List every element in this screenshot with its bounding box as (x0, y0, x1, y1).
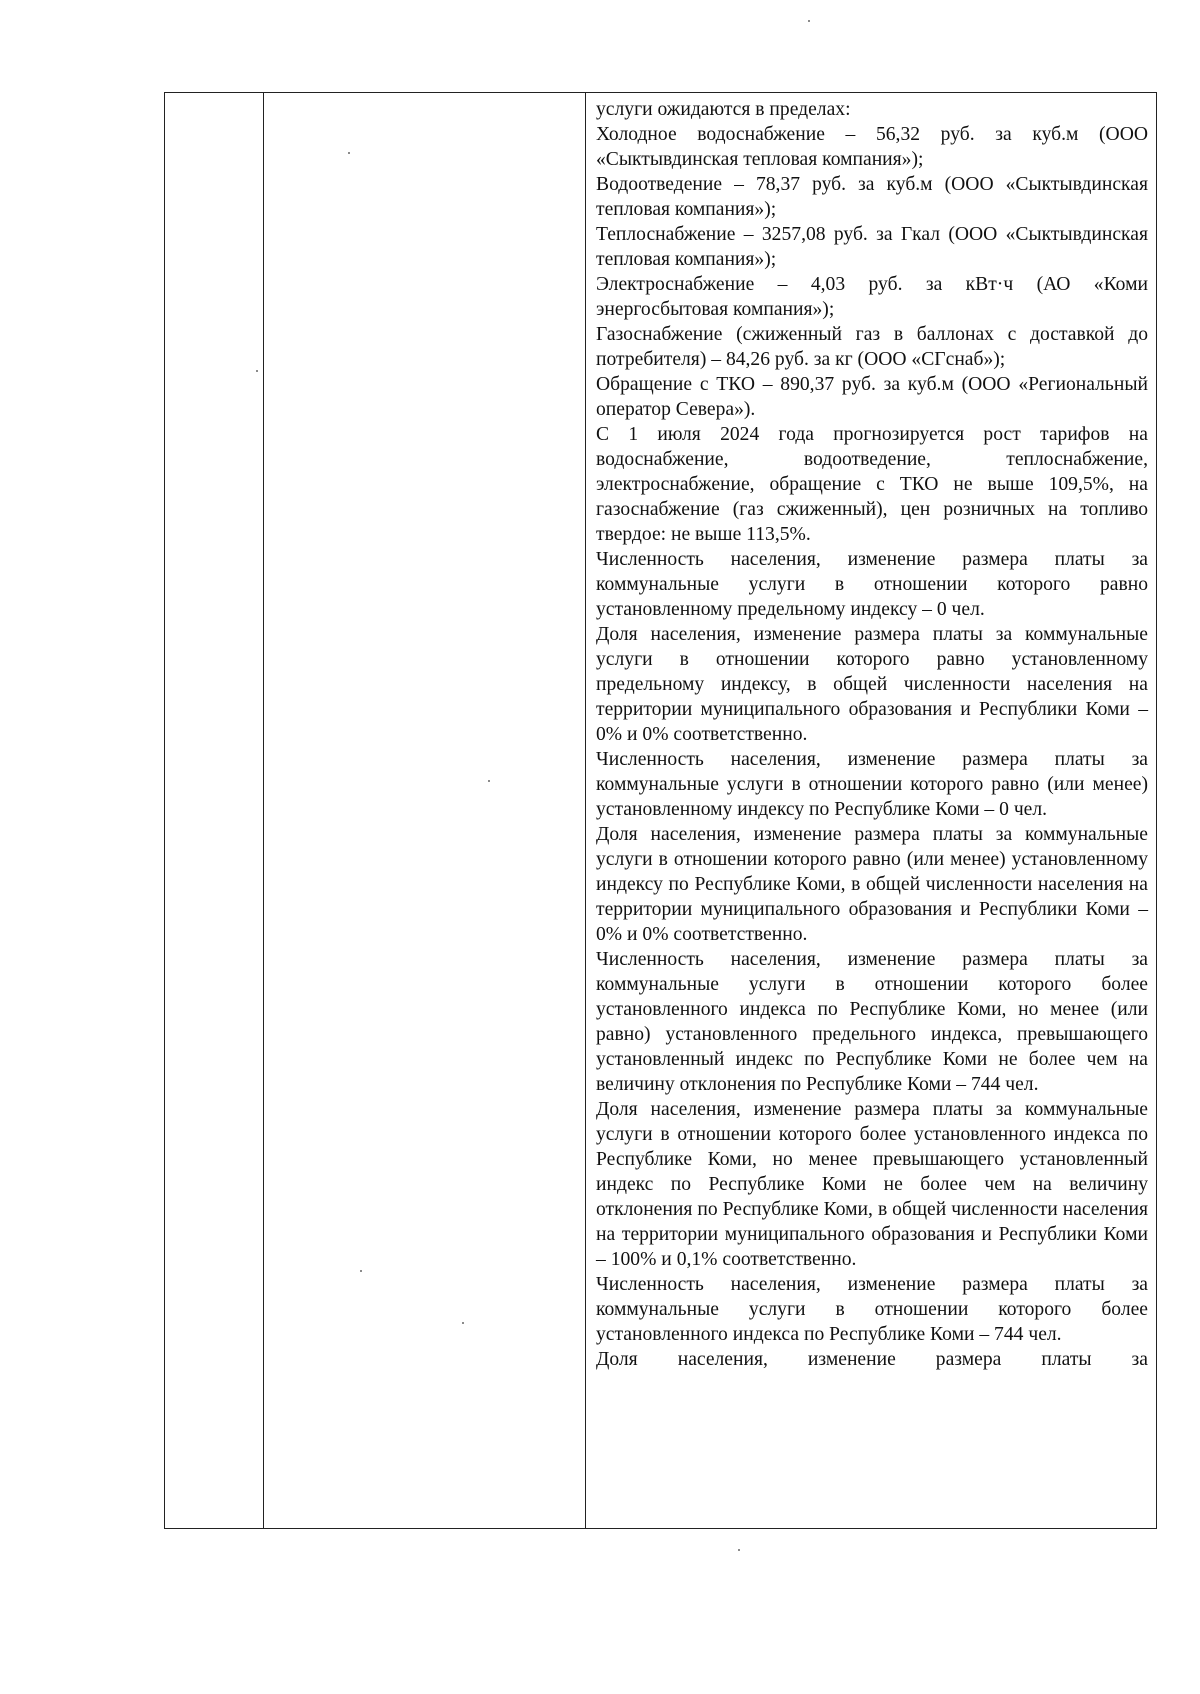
paragraph: Газоснабжение (сжиженный газ в баллонах с доставкой до потребителя) – 84,26 руб. за кг (ООО «СГснаб»); (596, 324, 1148, 370)
paragraph: Доля населения, изменение размера платы за коммунальные услуги в отношении которого равно (или менее) установленному индексу по Республике Коми, в общей численности населения на территории муниципального образования и Республики Коми – 0% и 0% соответственно. (596, 824, 1148, 945)
scan-speck (348, 152, 350, 154)
paragraph: услуги ожидаются в пределах: (596, 99, 851, 120)
table-column-number (165, 93, 263, 1528)
scan-speck (738, 1549, 740, 1551)
paragraph: Численность населения, изменение размера платы за коммунальные услуги в отношении которого более установленного индекса по Республике Коми, но менее (или равно) установленного предельного индекса, превышающего установленный индекс по Республике Коми не более чем на величину отклонения по Республике Коми – 744 чел. (596, 949, 1148, 1095)
paragraph: Холодное водоснабжение – 56,32 руб. за куб.м (ООО «Сыктывдинская тепловая компания»); (596, 124, 1148, 170)
paragraph: С 1 июля 2024 года прогнозируется рост тарифов на водоснабжение, водоотведение, теплоснабжение, электроснабжение, обращение с ТКО не выше 109,5%, на газоснабжение (газ сжиженный), цен розничных на топливо твердое: не выше 113,5%. (596, 424, 1148, 545)
paragraph: Электроснабжение – 4,03 руб. за кВт·ч (АО «Коми энергосбытовая компания»); (596, 274, 1148, 320)
scan-speck (462, 1322, 464, 1324)
scan-speck (360, 1270, 362, 1272)
table-column-name (264, 93, 585, 1528)
scan-speck (256, 370, 258, 372)
column-divider (585, 93, 586, 1528)
paragraph: Доля населения, изменение размера платы за (596, 1349, 1148, 1370)
paragraph: Доля населения, изменение размера платы за коммунальные услуги в отношении которого более установленного индекса по Республике Коми, но менее превышающего установленный индекс по Республике Коми не более чем на величину отклонения по Республике Коми, в общей численности населения на территории муниципального образования и Республики Коми – 100% и 0,1% соответственно. (596, 1099, 1148, 1270)
table-column-text (596, 97, 1148, 1372)
paragraph: Численность населения, изменение размера платы за коммунальные услуги в отношении которого более установленного индекса по Республике Коми – 744 чел. (596, 1274, 1148, 1345)
paragraph: Численность населения, изменение размера платы за коммунальные услуги в отношении которого равно установленному предельному индексу – 0 чел. (596, 549, 1148, 620)
paragraph: Численность населения, изменение размера платы за коммунальные услуги в отношении которого равно (или менее) установленному индексу по Республике Коми – 0 чел. (596, 749, 1148, 820)
scan-speck (488, 780, 490, 782)
paragraph: Водоотведение – 78,37 руб. за куб.м (ООО «Сыктывдинская тепловая компания»); (596, 174, 1148, 220)
document-table (164, 92, 1157, 1529)
paragraph: Доля населения, изменение размера платы за коммунальные услуги в отношении которого равно установленному предельному индексу, в общей численности населения на территории муниципального образования и Республики Коми – 0% и 0% соответственно. (596, 624, 1148, 745)
scan-speck (808, 20, 810, 22)
paragraph: Обращение с ТКО – 890,37 руб. за куб.м (ООО «Региональный оператор Севера»). (596, 374, 1148, 420)
paragraph: Теплоснабжение – 3257,08 руб. за Гкал (ООО «Сыктывдинская тепловая компания»); (596, 224, 1148, 270)
